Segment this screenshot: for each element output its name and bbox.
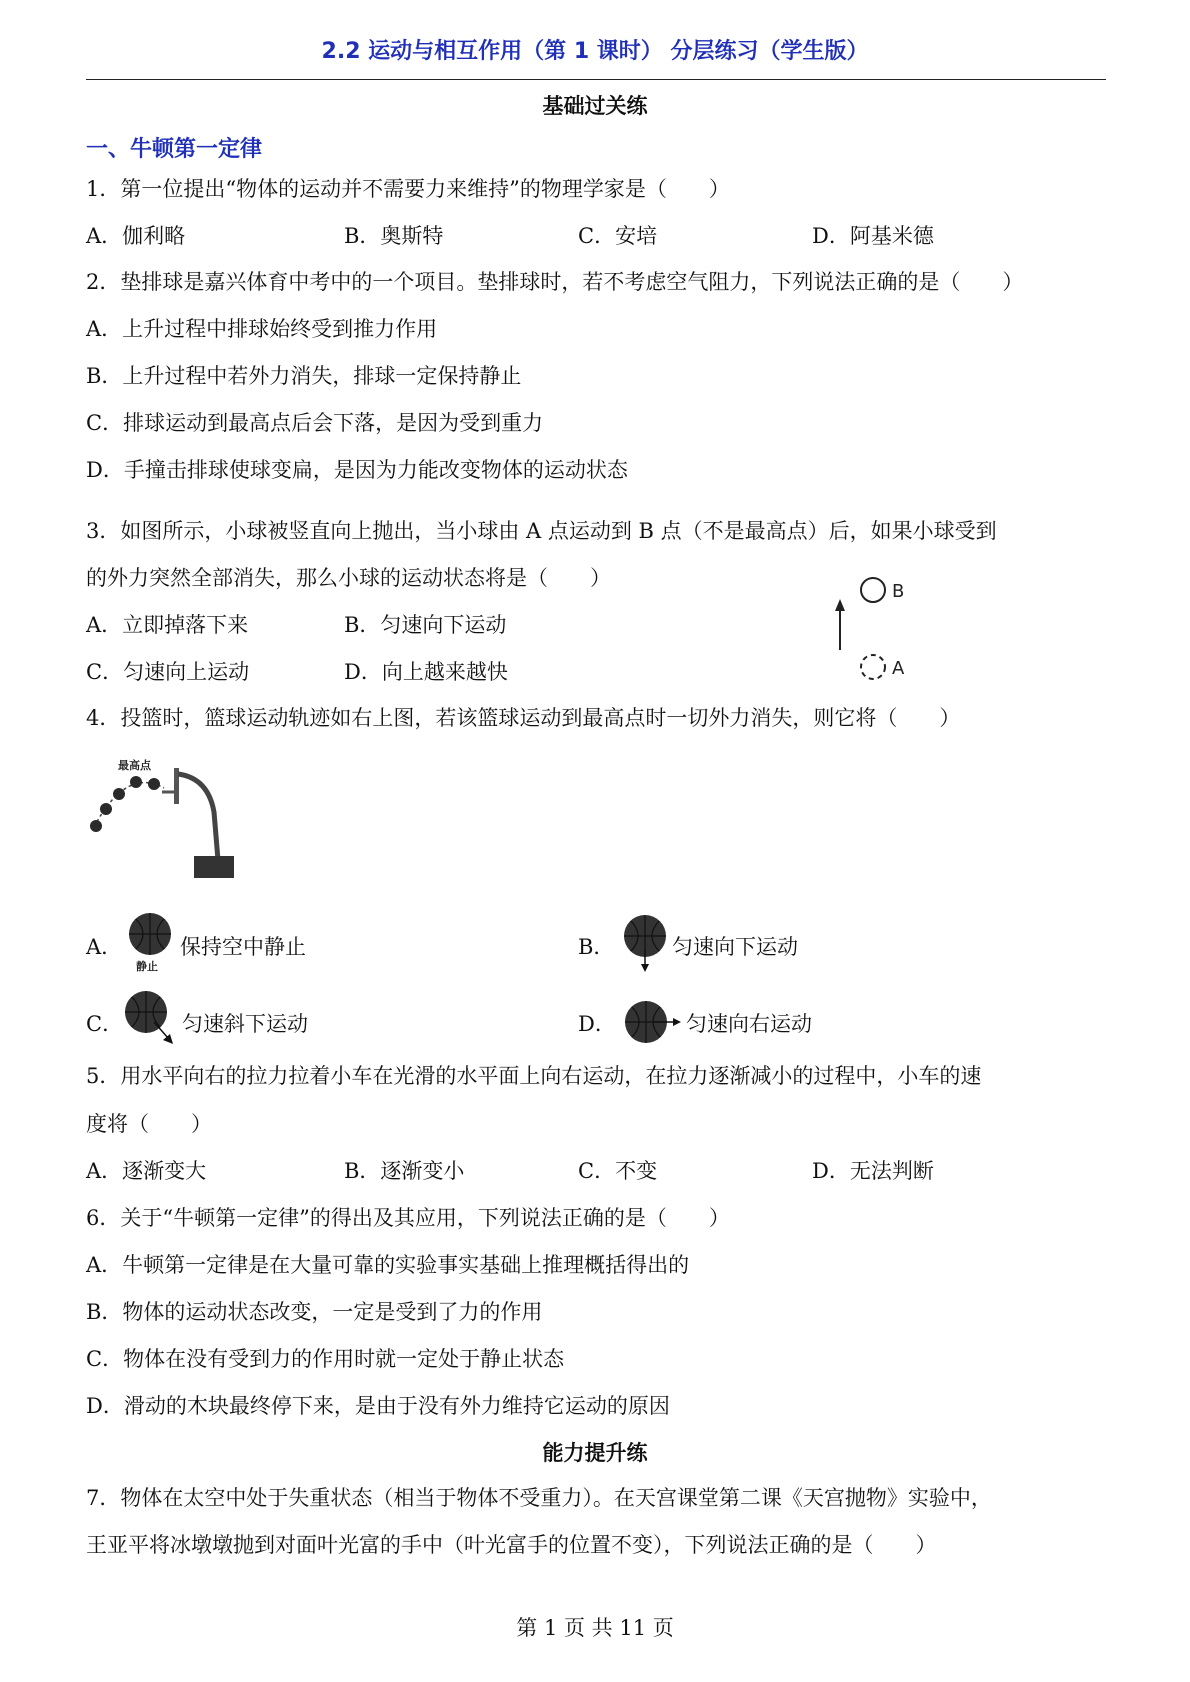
question-5-option-d: D．无法判断 xyxy=(812,1159,934,1183)
question-2-option-c: C．排球运动到最高点后会下落，是因为受到重力 xyxy=(86,411,544,435)
arrow-head-icon xyxy=(835,599,845,611)
question-4-option-b-letter: B． xyxy=(578,935,615,959)
question-1-option-b: B．奥斯特 xyxy=(344,224,444,248)
ball-moving-diagonal-down-option-icon xyxy=(124,990,182,1050)
question-5-option-c: C．不变 xyxy=(578,1159,658,1183)
highest-point-label: 最高点 xyxy=(118,759,151,772)
question-6-stem: 6．关于“牛顿第一定律”的得出及其应用，下列说法正确的是（ ） xyxy=(86,1206,730,1230)
question-4-option-a-text: 保持空中静止 xyxy=(180,935,306,959)
question-4-option-d-text: 匀速向右运动 xyxy=(686,1012,812,1036)
question-1-option-a: A．伽利略 xyxy=(86,224,186,248)
ball-position-icon xyxy=(100,803,112,815)
question-3-stem-line1: 3．如图所示，小球被竖直向上抛出，当小球由 A 点运动到 B 点（不是最高点）后，如果小球受到 xyxy=(86,519,997,543)
document-title: 2.2 运动与相互作用（第 1 课时） 分层练习（学生版） xyxy=(321,39,869,64)
hoop-stand-icon xyxy=(178,774,218,860)
point-a-label: A xyxy=(892,658,905,679)
ball-position-icon xyxy=(130,776,142,788)
question-2-option-a: A．上升过程中排球始终受到推力作用 xyxy=(86,317,438,341)
question-3-option-a: A．立即掉落下来 xyxy=(86,613,249,637)
question-5-stem-line2: 度将（ ） xyxy=(86,1112,212,1136)
question-2-option-b: B．上升过程中若外力消失，排球一定保持静止 xyxy=(86,364,522,388)
question-7-stem-line2: 王亚平将冰墩墩抛到对面叶光富的手中（叶光富手的位置不变），下列说法正确的是（ ） xyxy=(86,1533,937,1557)
ball-position-icon xyxy=(148,778,160,790)
question-1-option-d: D．阿基米德 xyxy=(812,224,934,248)
question-2-stem: 2．垫排球是嘉兴体育中考中的一个项目。垫排球时，若不考虑空气阻力，下列说法正确的是（ ） xyxy=(86,270,1024,294)
section-basic-heading: 基础过关练 xyxy=(542,94,648,118)
question-5-option-a: A．逐渐变大 xyxy=(86,1159,207,1183)
ball-moving-right-option-icon xyxy=(624,998,684,1046)
question-3-option-c: C．匀速向上运动 xyxy=(86,660,250,684)
ball-thrown-up-figure xyxy=(830,575,920,685)
title-divider xyxy=(86,79,1106,80)
question-3-option-b: B．匀速向下运动 xyxy=(344,613,507,637)
question-4-option-a-letter: A． xyxy=(86,935,123,959)
ball-at-b-icon xyxy=(861,578,885,602)
question-4-option-d-letter: D． xyxy=(578,1012,616,1036)
static-label: 静止 xyxy=(136,960,158,973)
question-6-option-d: D．滑动的木块最终停下来，是由于没有外力维持它运动的原因 xyxy=(86,1394,670,1418)
question-6-option-a: A．牛顿第一定律是在大量可靠的实验事实基础上推理概括得出的 xyxy=(86,1253,690,1277)
stand-base-icon xyxy=(194,856,234,878)
basketball-trajectory-figure xyxy=(86,752,246,884)
ball-at-a-icon xyxy=(861,655,885,679)
question-4-option-c-letter: C． xyxy=(86,1012,124,1036)
question-2-option-d: D．手撞击排球使球变扁，是因为力能改变物体的运动状态 xyxy=(86,458,628,482)
section-part1-heading: 一、牛顿第一定律 xyxy=(86,137,263,162)
question-3-option-d: D．向上越来越快 xyxy=(344,660,508,684)
question-4-option-c-text: 匀速斜下运动 xyxy=(182,1012,308,1036)
section-advanced-heading: 能力提升练 xyxy=(542,1441,648,1465)
question-1-option-c: C．安培 xyxy=(578,224,658,248)
question-7-stem-line1: 7．物体在太空中处于失重状态（相当于物体不受重力）。在天宫课堂第二课《天宫抛物》实验中， xyxy=(86,1486,992,1510)
question-1-stem: 1．第一位提出“物体的运动并不需要力来维持”的物理学家是（ ） xyxy=(86,177,730,201)
ball-position-icon xyxy=(90,820,102,832)
question-3-stem-line2: 的外力突然全部消失，那么小球的运动状态将是（ ） xyxy=(86,566,611,590)
question-4-stem: 4．投篮时，篮球运动轨迹如右上图，若该篮球运动到最高点时一切外力消失，则它将（ ） xyxy=(86,706,961,730)
point-b-label: B xyxy=(892,581,905,602)
arrow-head-icon xyxy=(641,964,649,972)
question-5-stem-line1: 5．用水平向右的拉力拉着小车在光滑的水平面上向右运动，在拉力逐渐减小的过程中，小车的速 xyxy=(86,1064,982,1088)
question-5-option-b: B．逐渐变小 xyxy=(344,1159,465,1183)
question-6-option-b: B．物体的运动状态改变，一定是受到了力的作用 xyxy=(86,1300,543,1324)
question-6-option-c: C．物体在没有受到力的作用时就一定处于静止状态 xyxy=(86,1347,565,1371)
arrow-head-icon xyxy=(673,1018,681,1026)
question-4-option-b-text: 匀速向下运动 xyxy=(672,935,798,959)
ball-moving-down-option-icon xyxy=(622,914,670,976)
ball-position-icon xyxy=(113,788,125,800)
static-ball-option-icon xyxy=(126,912,178,974)
arrow-head-icon xyxy=(163,1034,173,1044)
page-number-footer: 第 1 页 共 11 页 xyxy=(516,1616,674,1640)
